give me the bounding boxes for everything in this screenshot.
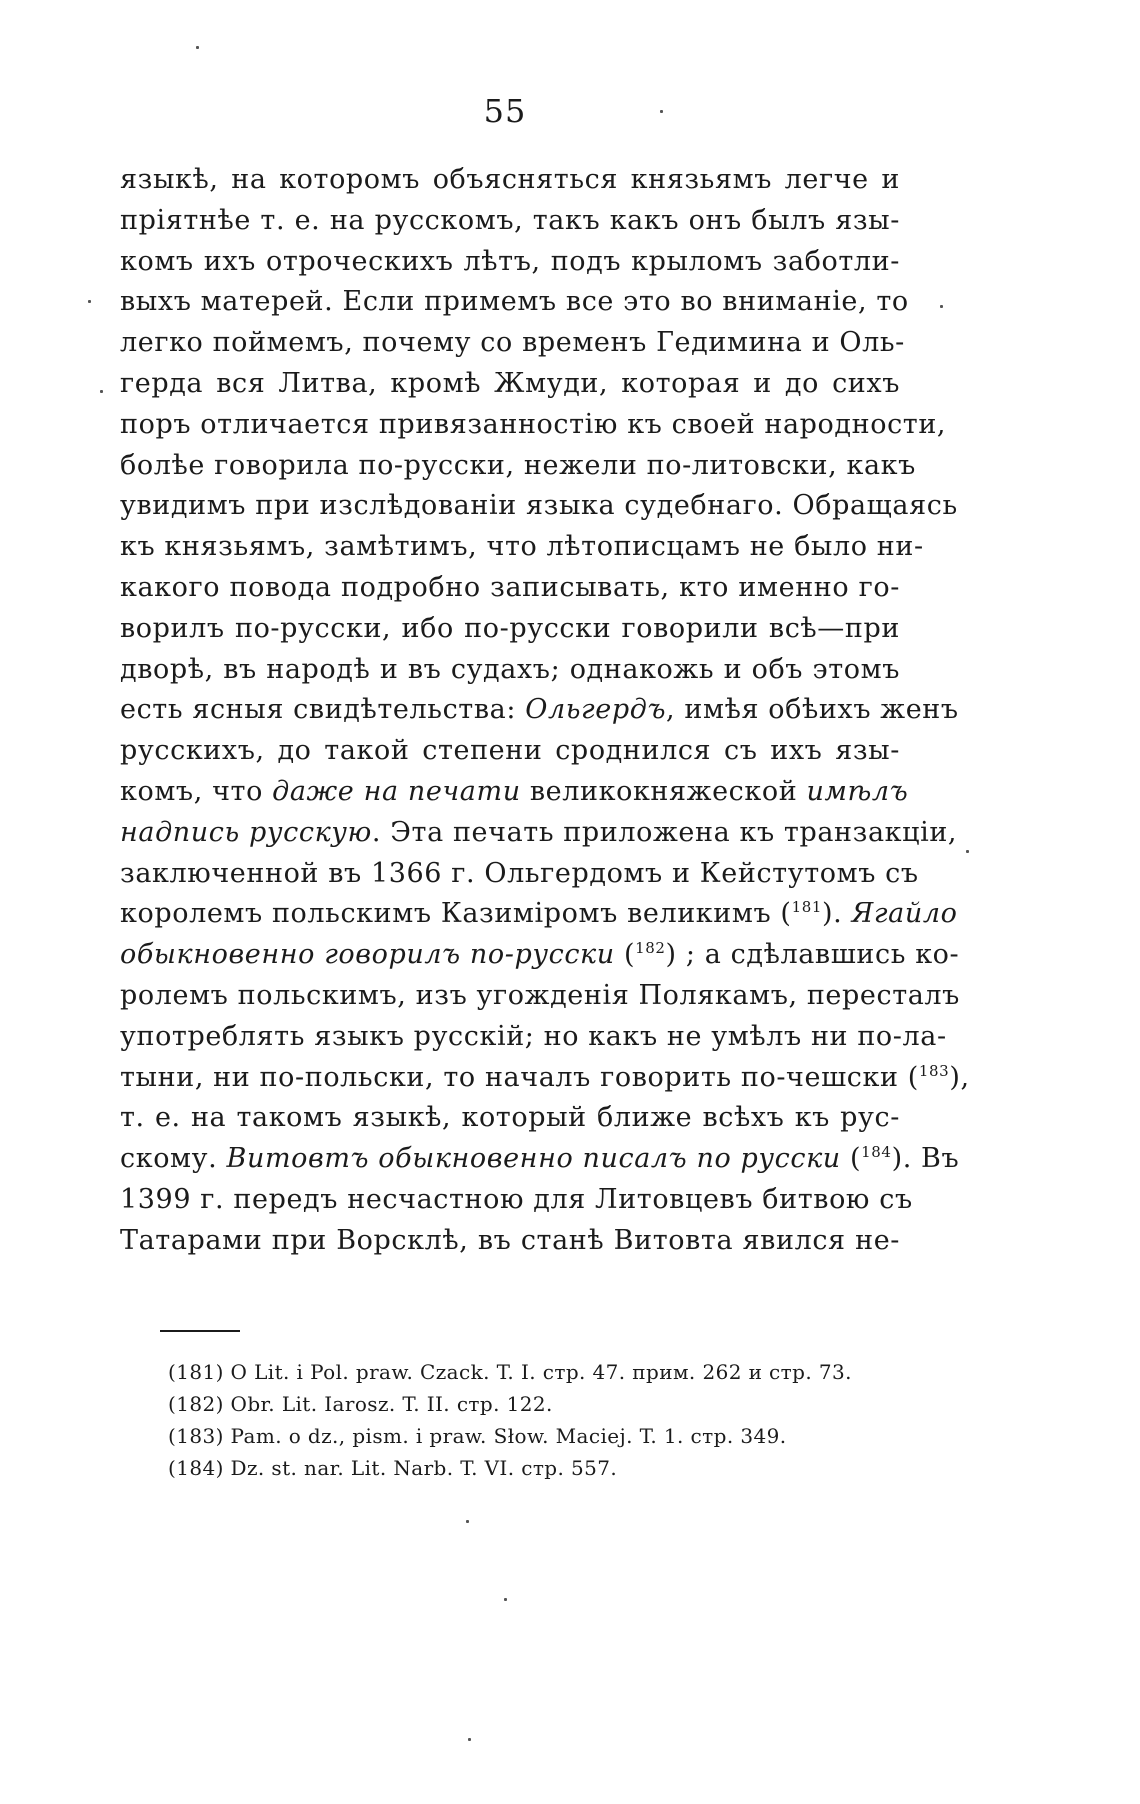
text-line: пріятнѣе т. е. на русскомъ, такъ какъ онъ былъ язы-: [120, 204, 900, 236]
text-line: [120, 935, 960, 976]
text-run: есть ясныя свидѣтельства:: [120, 694, 526, 726]
text-line: употреблять языкъ русскій; но какъ не умѣлъ ни по-ла-: [120, 1020, 947, 1052]
text-line: языкѣ, на которомъ объясняться князьямъ легче и: [120, 164, 900, 195]
text-run: . Эта печать приложена къ транзакціи,: [371, 816, 958, 848]
scan-speck: [100, 390, 103, 393]
text-run: (: [614, 939, 636, 971]
italic-text: имѣлъ: [806, 775, 909, 807]
text-line: [120, 894, 958, 935]
text-line: поръ отличается привязанностію къ своей народности,: [120, 408, 947, 440]
scan-speck: [466, 1520, 469, 1523]
text-line: [120, 690, 959, 731]
text-line: 1399 г. передъ несчастною для Литовцевъ битвою съ: [120, 1183, 913, 1215]
text-line: т. е. на такомъ языкѣ, который ближе всѣхъ къ рус-: [120, 1102, 900, 1134]
text-run: ),: [949, 1061, 970, 1093]
scan-speck: [940, 305, 943, 308]
footnote: [168, 1356, 908, 1388]
footnote-mark: (183): [168, 1424, 224, 1448]
text-run: ). Въ: [891, 1143, 960, 1175]
footnote-text: Dz. st. nar. Lit. Narb. T. VI. стр. 557.: [230, 1456, 618, 1480]
scan-speck: [966, 850, 969, 853]
italic-text: Ягайло: [851, 898, 958, 930]
footnote-mark: (181): [168, 1360, 224, 1384]
scan-speck: [660, 110, 663, 113]
italic-text: даже на печати: [272, 775, 521, 807]
footnote-ref: 182: [635, 939, 666, 958]
text-line: ролемъ польскимъ, изъ угожденія Полякамъ, пересталъ: [120, 979, 960, 1011]
footnote-mark: (184): [168, 1456, 224, 1480]
text-run: королемъ польскимъ Казиміромъ великимъ (: [120, 898, 792, 930]
footnote-text: Obr. Lit. Iarosz. T. II. стр. 122.: [230, 1392, 553, 1416]
footnote: [168, 1420, 908, 1452]
page-number: 55: [483, 92, 527, 130]
italic-text: Витовтъ обыкновенно писалъ по русски: [226, 1143, 841, 1175]
text-line: Татарами при Ворсклѣ, въ станѣ Витовта явился не-: [120, 1224, 900, 1256]
footnote: [168, 1452, 908, 1484]
text-run: ).: [822, 898, 852, 930]
scan-speck: [196, 46, 199, 49]
text-line: ворилъ по-русски, ибо по-русски говорили всѣ—при: [120, 612, 900, 644]
text-line: [120, 1058, 970, 1099]
text-line: комъ ихъ отроческихъ лѣтъ, подъ крыломъ заботли-: [120, 245, 900, 277]
italic-text: Ольгердъ: [525, 694, 667, 726]
text-run: ) ; а сдѣлавшись ко-: [665, 939, 960, 971]
footnotes: [168, 1356, 908, 1484]
text-line: къ князьямъ, замѣтимъ, что лѣтописцамъ не было ни-: [120, 531, 924, 563]
text-run: , имѣя обѣихъ женъ: [666, 694, 959, 726]
scan-speck: [468, 1738, 471, 1741]
italic-text: обыкновенно говорилъ по-русски: [120, 939, 615, 971]
footnote-ref: 184: [861, 1143, 892, 1162]
text-line: дворѣ, въ народѣ и въ судахъ; однакожь и объ этомъ: [120, 653, 900, 685]
text-line: легко поймемъ, почему со временъ Гедимина и Оль-: [120, 327, 905, 359]
text-line: увидимъ при изслѣдованіи языка судебнаго. Обращаясь: [120, 490, 958, 522]
footnote-ref: 181: [791, 898, 823, 917]
text-line: [120, 772, 909, 813]
footnote-ref: 183: [918, 1061, 950, 1080]
scan-speck: [504, 1598, 507, 1601]
text-run: великокняжеской: [520, 775, 807, 807]
text-line: выхъ матерей. Если примемъ все это во вниманіе, то: [120, 286, 909, 318]
text-line: заключенной въ 1366 г. Ольгердомъ и Кейстутомъ съ: [120, 857, 919, 889]
footnote-text: O Lit. i Pol. praw. Czack. T. I. стр. 47. прим. 262 и стр. 73.: [230, 1360, 852, 1384]
text-line: [120, 1139, 960, 1180]
scan-speck: [88, 300, 91, 303]
footnote: [168, 1388, 908, 1420]
text-line: русскихъ, до такой степени сроднился съ ихъ язы-: [120, 735, 900, 767]
text-run: тыни, ни по-польски, то началъ говорить по-чешски (: [120, 1061, 919, 1093]
footnote-mark: (182): [168, 1392, 224, 1416]
text-line: болѣе говорила по-русски, нежели по-литовски, какъ: [120, 449, 916, 481]
text-line: [120, 813, 958, 854]
italic-text: надпись русскую: [120, 816, 372, 848]
text-run: (: [840, 1143, 862, 1175]
text-run: комъ, что: [120, 775, 273, 807]
text-line: герда вся Литва, кромѣ Жмуди, которая и до сихъ: [120, 367, 900, 399]
body-text: [120, 160, 970, 1262]
footnote-text: Pam. o dz., pism. i praw. Słow. Maciej. T. 1. стр. 349.: [230, 1424, 787, 1448]
text-run: скому.: [120, 1143, 227, 1175]
footnote-divider: [160, 1330, 240, 1332]
text-line: какого повода подробно записывать, кто именно го-: [120, 571, 900, 603]
